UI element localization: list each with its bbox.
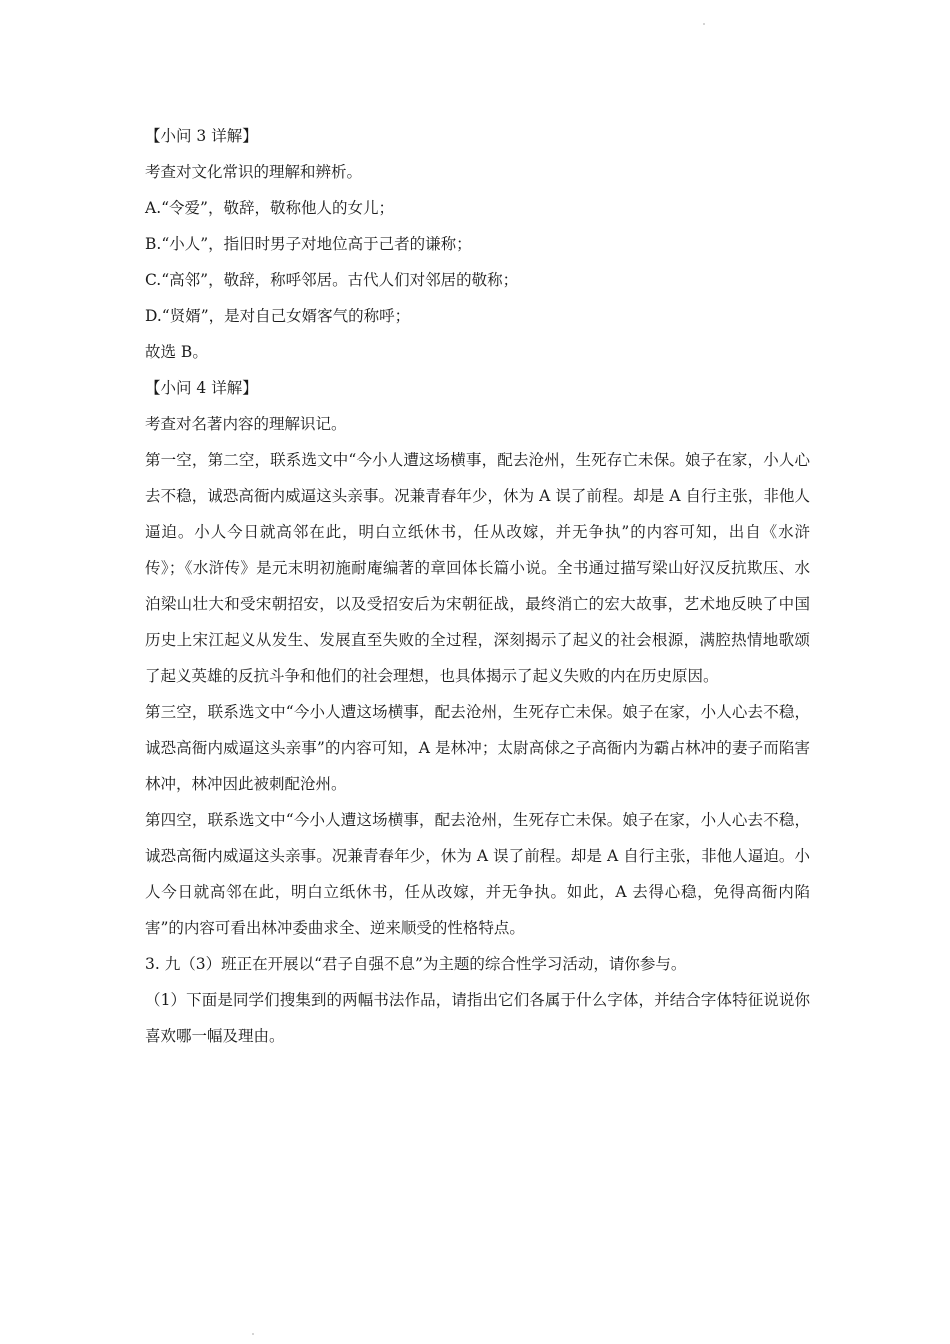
section-4-paragraph-1: 第一空，第二空，联系选文中“今小人遭这场横事，配去沧州，生死存亡未保。娘子在家，小人心去不稳，诚恐高衙内威逼这头亲事。况兼青春年少，休为 A 误了前程。却是 A 自行主张，非他人逼迫。小人今日就高邻在此，明白立纸休书，任从改嫁，并无争执”的内容可知，出自《水浒传》；《水浒传》是元末明初施耐庵编著的章回体长篇小说。全书通过描写梁山好汉反抗欺压、水泊梁山壮大和受宋朝招安，以及受招安后为宋朝征战，最终消亡的宏大故事，艺术地反映了中国历史上宋江起义从发生、发展直至失败的全过程，深刻揭示了起义的社会根源，满腔热情地歌颂了起义英雄的反抗斗争和他们的社会理想，也具体揭示了起义失败的内在历史原因。 [145,451,810,685]
section-4-intro: 考查对名著内容的理解识记。 [145,415,347,433]
section-4-heading: 【小问 4 详解】 [145,379,258,397]
section-4-paragraph-3: 第四空，联系选文中“今小人遭这场横事，配去沧州，生死存亡未保。娘子在家，小人心去不稳，诚恐高衙内威逼这头亲事。况兼青春年少，休为 A 误了前程。却是 A 自行主张，非他人逼迫。小人今日就高邻在此，明白立纸休书，任从改嫁，并无争执。如此，A 去得心稳，免得高衙内陷害”的内容可看出林冲委曲求全、逆来顺受的性格特点。 [145,811,810,937]
option-a: A.“令爱”，敬辞，敬称他人的女儿； [145,199,394,217]
section-3-answer: 故选 B。 [145,343,208,361]
scan-speck [703,23,705,25]
question-3-sub-1: （1）下面是同学们搜集到的两幅书法作品，请指出它们各属于什么字体，并结合字体特征说说你喜欢哪一幅及理由。 [145,991,810,1045]
section-3-intro: 考查对文化常识的理解和辨析。 [145,163,363,181]
section-4-paragraph-2: 第三空，联系选文中“今小人遭这场横事，配去沧州，生死存亡未保。娘子在家，小人心去不稳，诚恐高衙内威逼这头亲事”的内容可知，A 是林冲；太尉高俅之子高衙内为霸占林冲的妻子而陷害林冲，林冲因此被刺配沧州。 [145,703,810,793]
option-c: C.“高邻”，敬辞，称呼邻居。古代人们对邻居的敬称； [145,271,519,289]
scan-speck [252,1333,254,1335]
question-3-stem: 3. 九（3）班正在开展以“君子自强不息”为主题的综合性学习活动，请你参与。 [145,955,687,973]
document-body [145,118,810,1054]
section-3-heading: 【小问 3 详解】 [145,127,258,145]
option-d: D.“贤婿”，是对自己女婿客气的称呼； [145,307,411,325]
option-b: B.“小人”，指旧时男子对地位高于己者的谦称； [145,235,472,253]
